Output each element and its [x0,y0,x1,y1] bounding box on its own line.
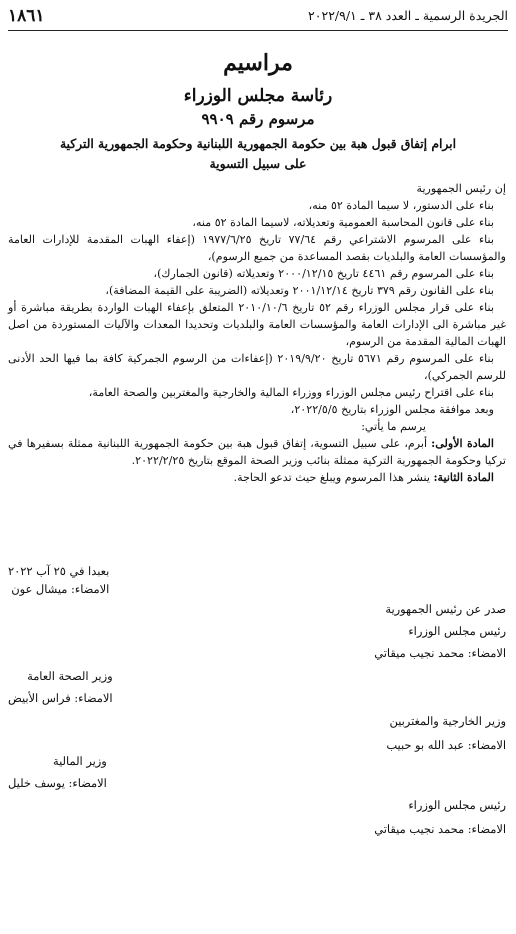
article-2 [8,469,506,486]
recital-proposal: بناء على اقتراح رئيس مجلس الوزراء ووزراء المالية والخارجية والمغتربين والصحة العامة، [88,386,494,399]
pm-title-1: رئيس مجلس الوزراء [408,624,506,638]
recital-accounting-law: بناء على قانون المحاسبة العمومية وتعديلاته، لاسيما المادة ٥٢ منه، [192,216,494,229]
decree-number: مرسوم رقم ٩٩٠٩ [201,110,315,128]
article-2-text: ينشر هذا المرسوم ويبلغ حيث تدعو الحاجة. [233,471,434,484]
health-minister-title: وزير الصحة العامة [27,669,113,683]
decree-subject-line-2: على سبيل التسوية [209,156,307,171]
decree-body [8,180,506,486]
page-header [8,6,508,28]
recital-customs-law: بناء على المرسوم رقم ٤٤٦١ تاريخ ٢٠٠٠/١٢/١٥ وتعديلاته (قانون الجمارك)، [153,267,494,280]
president-signature: الامضاء: ميشال عون [11,582,110,596]
article-1-label: المادة الأولى: [431,437,494,450]
president-signature-block [8,562,109,598]
pm-signature-1: الامضاء: محمد نجيب ميقاتي [374,646,506,660]
decree-enactment: يرسم ما يأتي: [361,420,426,433]
recital-cabinet-approval: وبعد موافقة مجلس الوزراء بتاريخ ٢٠٢٢/٥/٥، [290,403,494,416]
article-1 [8,435,506,469]
recital-cabinet-decision-52: بناء على قرار مجلس الوزراء رقم ٥٢ تاريخ ٢٠١٠/١٠/٦ المتعلق بإعفاء الهبات الواردة بطريقة مباشرة أو غير مباشرة الى الإدارات العامة والمؤسسات العامة والبلديات وتحديدا المعدات والآليات المستوردة من اصل الهبات المالية المقدمة من الرسوم، [8,301,506,348]
article-1-text: أبرم، على سبيل التسوية، إتفاق قبول هبة بين حكومة الجمهورية اللبنانية ممثلة بسفيرها في تركيا وحكومة الجمهورية التركية ممثلة بنائب وزير الصحة الموقع بتاريخ ٢٠٢٢/٢/٢٥. [8,437,506,467]
issued-by: صدر عن رئيس الجمهورية [385,602,506,616]
finance-minister-signature: الامضاء: يوسف خليل [8,776,107,790]
pm-signature-2: الامضاء: محمد نجيب ميقاتي [374,822,506,836]
place-date: بعبدا في ٢٥ آب ٢٠٢٢ [8,564,110,578]
finance-minister-signature-block [8,752,107,792]
recital-constitution: بناء على الدستور، لا سيما المادة ٥٢ منه، [308,199,494,212]
header-divider [8,30,508,31]
finance-minister-title: وزير المالية [53,754,107,768]
page-number: ١٨٦١ [8,6,45,26]
section-title: مراسيم [223,50,293,76]
gazette-issue-line: الجريدة الرسمية ـ العدد ٣٨ ـ ٢٠٢٢/٩/١ [308,8,508,23]
decree-subject-line-1: ابرام إتفاق قبول هبة بين حكومة الجمهورية اللبنانية وحكومة الجمهورية التركية [59,136,457,151]
foreign-minister-signature-block [386,712,506,754]
health-minister-signature: الامضاء: فراس الأبيض [8,691,113,705]
recital-legislative-decree-77: بناء على المرسوم الاشتراعي رقم ٧٧/٦٤ تاريخ ١٩٧٧/٦/٢٥ (إعفاء الهبات المقدمة للإدارات العامة والمؤسسات العامة والبلديات بقصد المساعدة من جميع الرسوم)، [8,233,506,263]
issuing-authority: رئاسة مجلس الوزراء [183,86,333,106]
pm-signature-block-1 [374,600,506,662]
health-minister-signature-block [8,667,113,707]
recital-decree-5671: بناء على المرسوم رقم ٥٦٧١ تاريخ ٢٠١٩/٩/٢٠ (إعفاءات من الرسوم الجمركية كافة بما فيها الحد الأدنى للرسم الجمركي)، [8,352,506,382]
recital-vat-law: بناء على القانون رقم ٣٧٩ تاريخ ٢٠٠١/١٢/١٤ وتعديلاته (الضريبة على القيمة المضافة)، [105,284,494,297]
preamble-opening: إن رئيس الجمهورية [416,182,506,195]
article-2-label: المادة الثانية: [433,471,494,484]
pm-title-2: رئيس مجلس الوزراء [408,798,506,812]
foreign-minister-title: وزير الخارجية والمغتربين [389,714,506,728]
pm-signature-block-2 [374,796,506,838]
foreign-minister-signature: الامضاء: عبد الله بو حبيب [386,738,506,752]
